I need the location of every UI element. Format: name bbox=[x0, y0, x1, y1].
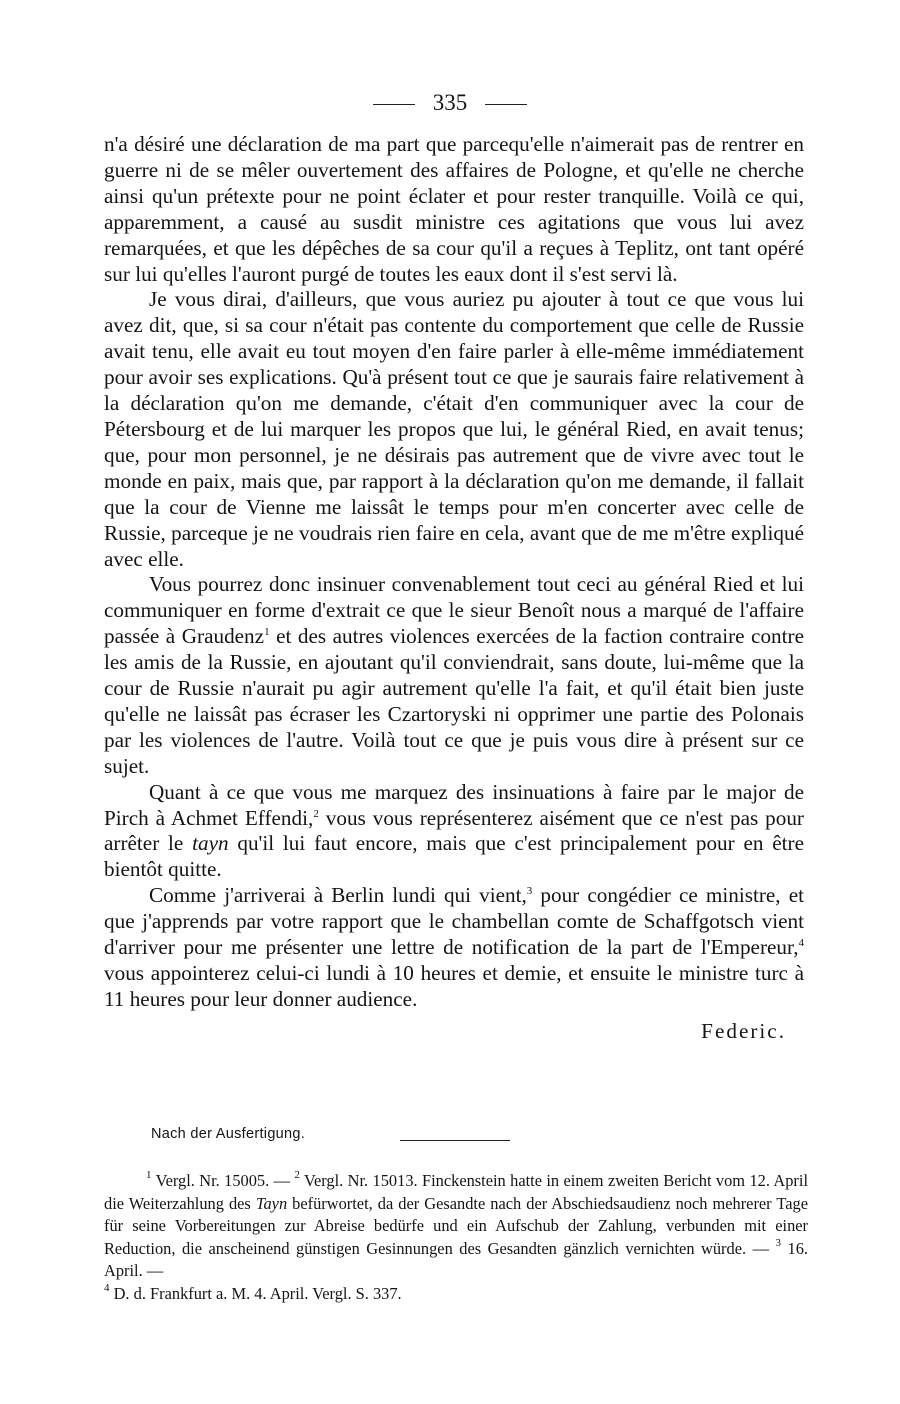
header-dash-left bbox=[373, 104, 415, 105]
footnote-4-text: D. d. Frankfurt a. M. 4. April. Vergl. S. 337. bbox=[109, 1283, 402, 1303]
footnote-1-text: Vergl. Nr. 15005. — bbox=[151, 1171, 295, 1190]
footnote-2-text-b: befürwortet, da der Gesandte nach der Abschiedsaudienz noch mehrerer Tage für seine Vorbereitungen zur Abreise bedürfe und ein Aufschub der Zahlung, verbunden mit einer Reduction, die anscheinend günstigen Gesinnungen des Gesandten gänzlich vernichten würde. — bbox=[104, 1193, 808, 1258]
paragraph-4 bbox=[104, 780, 804, 884]
footnote-marker-2: 2 bbox=[294, 1169, 300, 1181]
footnote-3-text: 16. April. — bbox=[104, 1238, 808, 1280]
footnote-ref-1: 1 bbox=[264, 626, 270, 639]
footnotes bbox=[104, 1170, 808, 1305]
paragraph-5-text-c: vous appointerez celui-ci lundi à 10 heures et demie, et ensuite le ministre turc à 11 heures pour leur donner audience. bbox=[104, 961, 804, 1011]
paragraph-1: n'a désiré une déclaration de ma part que parcequ'elle n'aimerait pas de rentrer en guerre ni de se mêler ouvertement des affaires de Pologne, et qu'elle ne cherche ainsi qu'un prétexte pour ne point éclater et pour rester tranquille. Voilà ce qui, apparemment, a causé au susdit ministre ces agitations que vous lui avez remarquées, et que les dépêches de sa cour qu'il a reçues à Teplitz, ont tant opéré sur lui qu'elles l'auront purgé de toutes les eaux dont il s'est servi là. bbox=[104, 132, 804, 286]
footnote-marker-4: 4 bbox=[104, 1281, 110, 1294]
page-number: 335 bbox=[432, 90, 468, 115]
footnote-marker-1: 1 bbox=[146, 1169, 152, 1181]
paragraph-3 bbox=[104, 572, 804, 779]
paragraph-4-text-a: Quant à ce que vous me marquez des insinuations à faire par le major de Pirch à Achmet Effendi, bbox=[104, 779, 804, 830]
paragraph-4-text-c: qu'il lui faut encore, mais que c'est principalement pour en être bientôt quitte. bbox=[104, 831, 804, 882]
footnote-2-term-tayn: Tayn bbox=[255, 1193, 288, 1213]
footnote-2-text-a: Vergl. Nr. 15013. Finckenstein hatte in einem zweiten Bericht vom 12. April die Weiterzahlung des bbox=[104, 1171, 809, 1213]
footnote-ref-4: 4 bbox=[798, 937, 804, 950]
closing-block bbox=[104, 1013, 804, 1045]
footnote-ref-3: 3 bbox=[526, 885, 533, 898]
header-dash-right bbox=[485, 104, 527, 105]
signature: Federic. bbox=[701, 1018, 786, 1043]
paragraph-5-text-a: Comme j'arriverai à Berlin lundi qui vient, bbox=[149, 883, 527, 908]
footnote-block bbox=[104, 1170, 808, 1305]
paragraph-4-text-b: vous vous représenterez aisément que ce n'est pas pour arrêter le bbox=[104, 805, 804, 856]
paragraph-3-text-a: Vous pourrez donc insinuer convenablement tout ceci au général Ried et lui communiquer en forme d'extrait ce que le sieur Benoît nous a marqué de l'affaire passée à Graudenz bbox=[104, 572, 804, 649]
source-note: Nach der Ausfertigung. bbox=[151, 1126, 306, 1142]
letter-body bbox=[104, 132, 804, 1045]
paragraph-5 bbox=[104, 883, 804, 1013]
term-tayn: tayn bbox=[192, 831, 229, 856]
paragraph-3-text-b: et des autres violences exercées de la faction contraire contre les amis de la Russie, en ajoutant qu'il conviendrait, sans doute, lui-même que la cour de Russie n'aurait pu agir autrement qu'elle l'a fait, et qu'il était bien juste qu'elle ne laissât pas écraser les Czartoryski ni opprimer une partie des Polonais par les violences de l'autre. Voilà tout ce que je puis vous dire à présent sur ce sujet. bbox=[104, 624, 804, 778]
footnote-marker-3: 3 bbox=[775, 1236, 781, 1249]
paragraph-2: Je vous dirai, d'ailleurs, que vous auriez pu ajouter à tout ce que vous lui avez dit, que, si sa cour n'était pas contente du comportement que celle de Russie avait tenu, elle avait eu tout moyen d'en faire parler à elle-même immédiatement pour avoir ses explications. Qu'à présent tout ce que je saurais faire relativement à la déclaration qu'on me demande, c'était d'en communiquer avec la cour de Pétersbourg et de lui marquer les propos que lui, le général Ried, en avait tenus; que, pour mon personnel, je ne désirais pas autrement que de vivre avec tout le monde en paix, mais que, par rapport à la déclaration qu'on me demande, il fallait que la cour de Vienne me laissât le temps pour m'en concerter avec celle de Russie, parceque je ne voudrais rien faire en cela, avant que de me m'être expliqué avec elle. bbox=[104, 287, 804, 571]
footnote-ref-2: 2 bbox=[313, 807, 319, 820]
footnote-rule bbox=[400, 1140, 510, 1141]
page-header bbox=[0, 88, 900, 118]
paragraph-5-text-b: pour congédier ce ministre, et que j'apprends par votre rapport que le chambellan comte de Schaffgotsch vient d'arriver pour me présenter une lettre de notification de la part de l'Empereur, bbox=[104, 883, 804, 960]
